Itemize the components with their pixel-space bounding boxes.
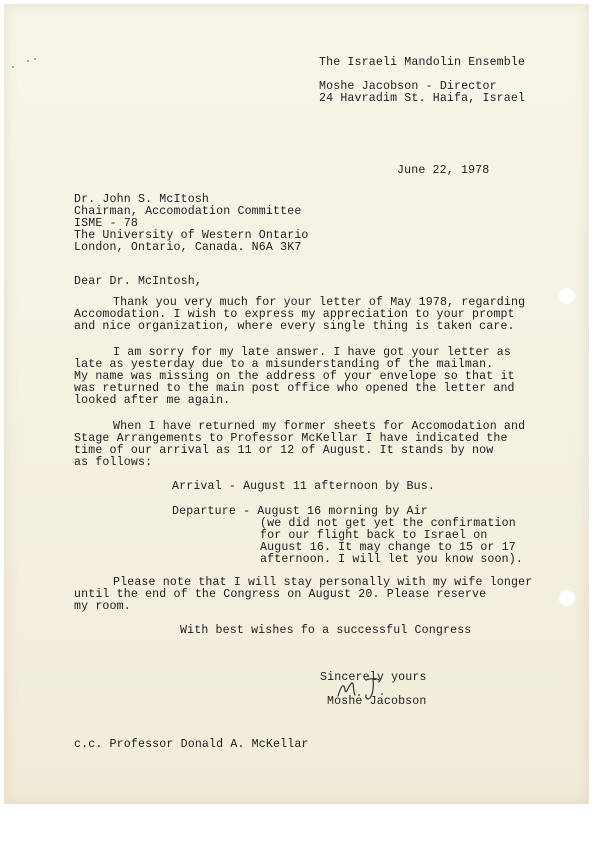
best-wishes-line: With best wishes fo a successful Congress [180, 624, 472, 637]
sender-name: Moshe Jacobson [327, 695, 427, 708]
arrival-line: Arrival - August 11 afternoon by Bus. [172, 480, 435, 493]
letterhead-director: Moshe Jacobson - Director [319, 80, 497, 93]
paper-speck [27, 60, 29, 62]
letter-date: June 22, 1978 [397, 164, 490, 177]
body-line: Thank you very much for your letter of May 1978, regarding [113, 296, 526, 309]
body-line: late as yesterday due to a misunderstanding of the mailman. [74, 358, 494, 371]
paper-speck [34, 58, 36, 60]
paper-speck [12, 66, 14, 68]
closing-line: Sincerely yours [320, 671, 427, 684]
body-line: as follows: [74, 456, 153, 469]
departure-line: Departure - August 16 morning by Air [172, 505, 428, 518]
body-line: was returned to the main post office who opened the letter and [74, 382, 515, 395]
body-line: My name was missing on the address of your envelope so that it [74, 370, 515, 383]
body-line: looked after me again. [74, 394, 231, 407]
body-line: I am sorry for my late answer. I have got your letter as [113, 346, 512, 359]
letterhead-organization: The Israeli Mandolin Ensemble [319, 56, 526, 69]
recipient-name: Dr. John S. McItosh [74, 193, 210, 206]
body-line: and nice organization, where every single thing is taken care. [74, 320, 515, 333]
body-line: When I have returned my former sheets for Accomodation and [113, 420, 526, 433]
body-line: Please note that I will stay personally with my wife longer [113, 576, 533, 589]
departure-line: for our flight back to Israel on [260, 529, 488, 542]
punch-hole [558, 589, 576, 607]
body-line: Accomodation. I wish to express my appreciation to your prompt [74, 308, 515, 321]
departure-line: August 16. It may change to 15 or 17 [260, 541, 516, 554]
punch-hole [558, 287, 576, 305]
body-line: until the end of the Congress on August 20. Please reserve [74, 588, 487, 601]
body-line: time of our arrival as 11 or 12 of August. It stands by now [74, 444, 494, 457]
departure-line: afternoon. I will let you know soon). [260, 553, 523, 566]
recipient-title: Chairman, Accomodation Committee [74, 205, 302, 218]
letterhead-address: 24 Havradim St. Haifa, Israel [319, 92, 526, 105]
recipient-event: ISME - 78 [74, 217, 138, 230]
body-line: my room. [74, 600, 131, 613]
body-line: Stage Arrangements to Professor McKellar I have indicated the [74, 432, 508, 445]
salutation: Dear Dr. McIntosh, [74, 275, 202, 288]
cc-line: c.c. Professor Donald A. McKellar [74, 738, 309, 751]
recipient-city: London, Ontario, Canada. N6A 3K7 [74, 241, 302, 254]
recipient-institution: The University of Western Ontario [74, 229, 309, 242]
departure-line: (we did not get yet the confirmation [260, 517, 516, 530]
